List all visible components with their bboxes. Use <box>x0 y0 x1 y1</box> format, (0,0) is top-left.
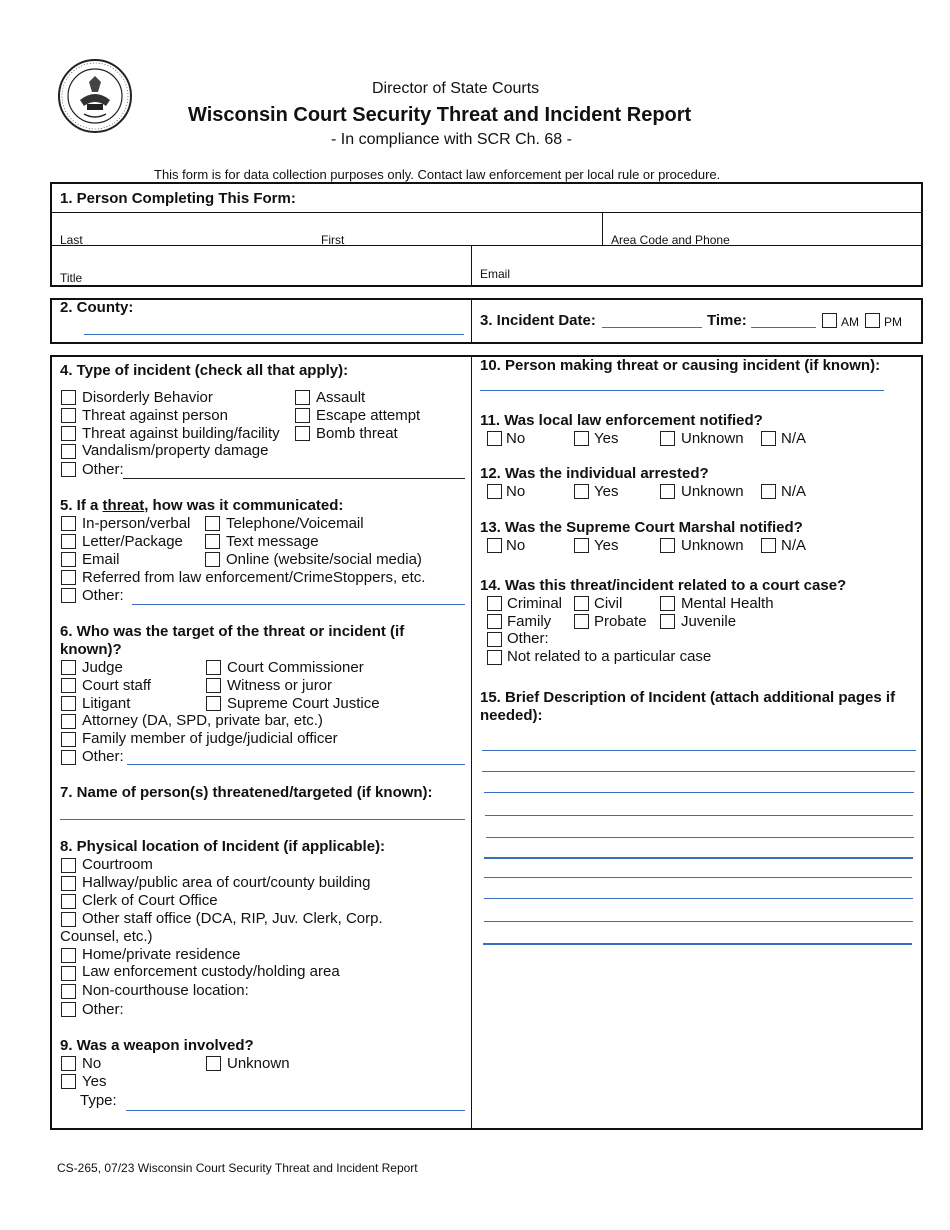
checkbox[interactable] <box>574 596 589 611</box>
option-label: Vandalism/property damage <box>82 442 269 459</box>
checkbox[interactable] <box>61 984 76 999</box>
checkbox[interactable] <box>660 614 675 629</box>
email-field[interactable]: Email <box>480 267 511 281</box>
option-label: In-person/verbal <box>82 515 191 532</box>
option-label: Online (website/social media) <box>226 551 422 568</box>
checkbox[interactable] <box>487 650 502 665</box>
description-line[interactable] <box>484 792 914 793</box>
phone-field[interactable]: Area Code and Phone <box>611 233 730 247</box>
checkbox[interactable] <box>660 484 675 499</box>
county-label: 2. County: <box>60 299 134 316</box>
option-label: Home/private residence <box>82 946 241 963</box>
form-title: Wisconsin Court Security Threat and Incident Report <box>188 104 692 126</box>
option-label: Law enforcement custody/holding area <box>82 963 340 980</box>
option-label: Unknown <box>681 537 744 554</box>
section-10-heading: 10. Person making threat or causing incident (if known): <box>480 357 881 374</box>
option-label: Unknown <box>681 483 744 500</box>
section-12-heading: 12. Was the individual arrested? <box>480 465 709 482</box>
checkbox[interactable] <box>61 750 76 765</box>
checkbox[interactable] <box>205 552 220 567</box>
option-label: Witness or juror <box>227 677 333 694</box>
section-8-heading: 8. Physical location of Incident (if applicable): <box>60 838 386 855</box>
am-checkbox[interactable] <box>822 313 837 328</box>
checkbox[interactable] <box>61 732 76 747</box>
option-label: Unknown <box>227 1055 290 1072</box>
pm-label: PM <box>884 315 902 329</box>
section-6-heading-cont: known)? <box>60 641 122 658</box>
checkbox[interactable] <box>61 390 76 405</box>
pm-checkbox[interactable] <box>865 313 880 328</box>
checkbox[interactable] <box>61 570 76 585</box>
option-label: Assault <box>316 389 366 406</box>
option-label: Other: <box>82 461 124 478</box>
checkbox[interactable] <box>295 408 310 423</box>
incident-date-input[interactable] <box>602 327 702 328</box>
option-label: N/A <box>781 483 807 500</box>
checkbox[interactable] <box>487 596 502 611</box>
option-label: N/A <box>781 430 807 447</box>
other-input[interactable] <box>123 478 465 479</box>
incident-date-label: 3. Incident Date: <box>480 312 596 329</box>
checkbox[interactable] <box>61 552 76 567</box>
option-label: Attorney (DA, SPD, private bar, etc.) <box>82 712 323 729</box>
option-label: N/A <box>781 537 807 554</box>
option-label: Probate <box>594 613 647 630</box>
agency-name: Director of State Courts <box>372 80 540 97</box>
option-label: Letter/Package <box>82 533 183 550</box>
time-input[interactable] <box>751 327 816 328</box>
option-label: Escape attempt <box>316 407 421 424</box>
option-label: Threat against building/facility <box>82 425 280 442</box>
checkbox[interactable] <box>295 426 310 441</box>
title-field[interactable]: Title <box>60 271 83 285</box>
checkbox[interactable] <box>761 538 776 553</box>
option-label: Unknown <box>681 430 744 447</box>
target-name-input[interactable] <box>60 819 465 820</box>
option-label: Yes <box>594 430 619 447</box>
section-4-heading: 4. Type of incident (check all that apply): <box>60 362 349 379</box>
section-9-heading: 9. Was a weapon involved? <box>60 1037 254 1054</box>
option-label: Courtroom <box>82 856 153 873</box>
description-line[interactable] <box>485 815 913 816</box>
option-label: Hallway/public area of court/county building <box>82 874 371 891</box>
checkbox[interactable] <box>487 632 502 647</box>
last-name-field[interactable]: Last <box>60 233 83 247</box>
checkbox[interactable] <box>61 462 76 477</box>
checkbox[interactable] <box>761 484 776 499</box>
description-line[interactable] <box>482 771 915 772</box>
checkbox[interactable] <box>574 431 589 446</box>
option-label: Mental Health <box>681 595 774 612</box>
checkbox[interactable] <box>61 588 76 603</box>
description-line[interactable] <box>482 750 916 751</box>
checkbox[interactable] <box>487 614 502 629</box>
option-label: Court staff <box>82 677 151 694</box>
section-14-heading: 14. Was this threat/incident related to a court case? <box>480 577 847 594</box>
checkbox[interactable] <box>660 431 675 446</box>
option-label: Litigant <box>82 695 131 712</box>
option-label: No <box>506 430 526 447</box>
checkbox[interactable] <box>295 390 310 405</box>
checkbox[interactable] <box>206 1056 221 1071</box>
description-line[interactable] <box>483 943 912 945</box>
weapon-type-input[interactable] <box>126 1110 465 1111</box>
checkbox[interactable] <box>61 948 76 963</box>
checkbox[interactable] <box>206 660 221 675</box>
option-label: Other: <box>82 748 124 765</box>
option-label-cont: Counsel, etc.) <box>60 928 153 945</box>
option-label: Other staff office (DCA, RIP, Juv. Clerk, Corp. <box>82 910 383 927</box>
checkbox[interactable] <box>660 596 675 611</box>
option-label: Referred from law enforcement/CrimeStoppers, etc. <box>82 569 426 586</box>
checkbox[interactable] <box>61 912 76 927</box>
checkbox[interactable] <box>61 444 76 459</box>
option-label: Yes <box>594 483 619 500</box>
option-label: Family <box>507 613 552 630</box>
checkbox[interactable] <box>574 484 589 499</box>
option-label: Supreme Court Justice <box>227 695 380 712</box>
checkbox[interactable] <box>205 516 220 531</box>
option-label: Telephone/Voicemail <box>226 515 364 532</box>
county-input[interactable] <box>84 334 464 335</box>
section-5-heading: 5. If a threat, how was it communicated: <box>60 497 344 514</box>
option-label: Bomb threat <box>316 425 398 442</box>
court-seal <box>56 58 134 134</box>
checkbox[interactable] <box>574 614 589 629</box>
checkbox[interactable] <box>61 516 76 531</box>
option-label: Email <box>82 551 120 568</box>
section-15-heading-cont: needed): <box>480 707 543 724</box>
option-label: Criminal <box>507 595 563 612</box>
section-11-heading: 11. Was local law enforcement notified? <box>480 412 763 429</box>
threat-person-input[interactable] <box>480 390 884 391</box>
checkbox[interactable] <box>61 1074 76 1089</box>
checkbox[interactable] <box>61 966 76 981</box>
option-label: Court Commissioner <box>227 659 364 676</box>
checkbox[interactable] <box>61 426 76 441</box>
description-line[interactable] <box>486 837 914 838</box>
form-subtitle: - In compliance with SCR Ch. 68 - <box>331 131 572 148</box>
option-label: Judge <box>82 659 123 676</box>
checkbox[interactable] <box>61 660 76 675</box>
am-label: AM <box>841 315 859 329</box>
checkbox[interactable] <box>487 431 502 446</box>
option-label: No <box>506 483 526 500</box>
checkbox[interactable] <box>660 538 675 553</box>
checkbox[interactable] <box>487 538 502 553</box>
form-notice: This form is for data collection purposes only. Contact law enforcement per local rule or procedure. <box>154 167 721 182</box>
option-label: Juvenile <box>681 613 737 630</box>
option-label: No <box>82 1055 102 1072</box>
option-label: Disorderly Behavior <box>82 389 213 406</box>
checkbox[interactable] <box>61 534 76 549</box>
option-label: Other: <box>82 587 124 604</box>
option-label: Threat against person <box>82 407 228 424</box>
checkbox[interactable] <box>206 678 221 693</box>
checkbox[interactable] <box>61 714 76 729</box>
description-line[interactable] <box>484 857 913 859</box>
option-label: Text message <box>226 533 319 550</box>
section-6-heading: 6. Who was the target of the threat or incident (if <box>60 623 405 640</box>
section-7-heading: 7. Name of person(s) threatened/targeted (if known): <box>60 784 433 801</box>
description-line[interactable] <box>484 877 912 878</box>
section-15-heading: 15. Brief Description of Incident (attach additional pages if <box>480 689 896 706</box>
option-label: Family member of judge/judicial officer <box>82 730 338 747</box>
checkbox[interactable] <box>761 431 776 446</box>
section-1-heading: 1. Person Completing This Form: <box>60 190 296 207</box>
section-13-heading: 13. Was the Supreme Court Marshal notified? <box>480 519 803 536</box>
checkbox[interactable] <box>61 678 76 693</box>
option-label: Not related to a particular case <box>507 648 712 665</box>
other-input[interactable] <box>127 764 465 765</box>
checkbox[interactable] <box>487 484 502 499</box>
description-line[interactable] <box>484 898 913 899</box>
checkbox[interactable] <box>205 534 220 549</box>
option-label: Clerk of Court Office <box>82 892 218 909</box>
option-label: Yes <box>82 1073 107 1090</box>
first-name-field[interactable]: First <box>321 233 345 247</box>
option-label: Non-courthouse location: <box>82 982 249 999</box>
option-label: No <box>506 537 526 554</box>
checkbox[interactable] <box>61 408 76 423</box>
option-label: Yes <box>594 537 619 554</box>
checkbox[interactable] <box>61 894 76 909</box>
weapon-type-label: Type: <box>80 1092 117 1109</box>
checkbox[interactable] <box>61 858 76 873</box>
checkbox[interactable] <box>61 696 76 711</box>
form-footer: CS-265, 07/23 Wisconsin Court Security Threat and Incident Report <box>57 1161 418 1175</box>
checkbox[interactable] <box>574 538 589 553</box>
other-input[interactable] <box>132 604 465 605</box>
option-label: Civil <box>594 595 623 612</box>
checkbox[interactable] <box>61 876 76 891</box>
description-line[interactable] <box>484 921 913 922</box>
option-label: Other: <box>507 630 549 647</box>
option-label: Other: <box>82 1001 124 1018</box>
checkbox[interactable] <box>61 1056 76 1071</box>
time-label: Time: <box>707 312 747 329</box>
checkbox[interactable] <box>61 1002 76 1017</box>
checkbox[interactable] <box>206 696 221 711</box>
